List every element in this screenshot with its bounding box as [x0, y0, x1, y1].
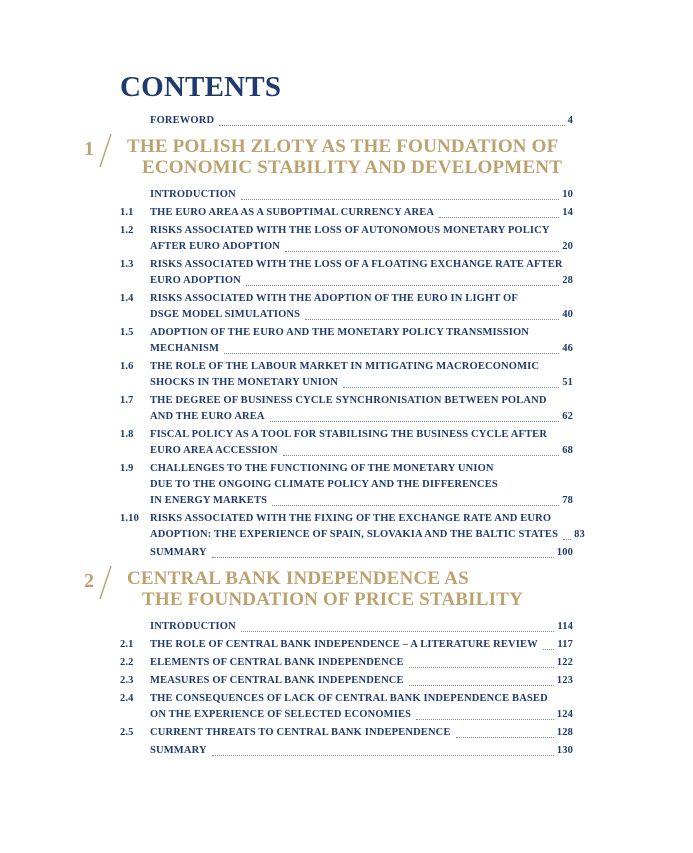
section-title-line: CENTRAL BANK INDEPENDENCE AS [127, 568, 469, 589]
section-heading [84, 136, 573, 178]
entry-title-line: CURRENT THREATS TO CENTRAL BANK INDEPENDENCE [150, 727, 451, 738]
toc-entry[interactable] [120, 619, 573, 635]
entry-title-line: ADOPTION OF THE EURO AND THE MONETARY POLICY TRANSMISSION [150, 327, 530, 338]
toc-entry[interactable] [120, 691, 573, 723]
entry-body [150, 257, 573, 289]
entry-body [150, 113, 573, 129]
dot-leader [224, 353, 559, 354]
entry-last-line [150, 341, 573, 357]
entry-last-line [150, 375, 573, 391]
entry-title-line: DUE TO THE ONGOING CLIMATE POLICY AND THE DIFFERENCES [150, 479, 498, 490]
entry-last-line [150, 707, 573, 723]
entry-number: 2.2 [120, 657, 134, 668]
entry-page-number: 130 [556, 745, 573, 756]
entry-page-number: 28 [562, 275, 573, 286]
entry-body [150, 291, 573, 323]
toc-entry[interactable] [120, 257, 573, 289]
entry-body [150, 691, 573, 723]
entry-page-number: 122 [556, 657, 573, 668]
entry-last-line [150, 205, 573, 221]
entry-title-line: FISCAL POLICY AS A TOOL FOR STABILISING THE BUSINESS CYCLE AFTER [150, 429, 548, 440]
entry-number: 1.5 [120, 327, 134, 338]
entry-number [120, 187, 150, 203]
table-of-contents [84, 113, 585, 759]
entry-title-line: ADOPTION: THE EXPERIENCE OF SPAIN, SLOVAKIA AND THE BALTIC STATES [150, 529, 559, 540]
dot-leader [219, 125, 564, 126]
entry-page-number: 123 [556, 675, 573, 686]
entry-title-line: THE ROLE OF THE LABOUR MARKET IN MITIGATING MACROECONOMIC [150, 361, 540, 372]
dot-leader [439, 217, 559, 218]
entry-body [150, 511, 585, 543]
toc-entry[interactable] [120, 359, 573, 391]
entry-last-line [150, 545, 573, 561]
section-number-digit: 1 [84, 138, 95, 160]
entry-last-line [150, 725, 573, 741]
entry-page-number: 78 [562, 495, 573, 506]
dot-leader [543, 649, 555, 650]
entry-title-line: ELEMENTS OF CENTRAL BANK INDEPENDENCE [150, 657, 404, 668]
entry-number [120, 743, 150, 759]
entry-title-line: DSGE MODEL SIMULATIONS [150, 309, 301, 320]
entry-last-line [150, 113, 573, 129]
entry-number: 1.6 [120, 361, 134, 372]
dot-leader [456, 737, 554, 738]
toc-entry[interactable] [120, 655, 573, 671]
entry-number: 1.3 [120, 259, 134, 270]
entry-title-line: RISKS ASSOCIATED WITH THE LOSS OF A FLOATING EXCHANGE RATE AFTER [150, 259, 563, 270]
dot-leader [563, 539, 571, 540]
section-entry-list [120, 187, 585, 561]
section-slash-mark [98, 133, 114, 174]
toc-entry[interactable] [120, 725, 573, 741]
entry-number: 1.2 [120, 225, 134, 236]
section-entry-list [120, 619, 573, 759]
toc-entry[interactable] [120, 113, 573, 129]
entry-last-line [150, 637, 573, 653]
section-heading [84, 568, 573, 610]
entry-page-number: 68 [562, 445, 573, 456]
toc-entry[interactable] [120, 291, 573, 323]
entry-last-line [150, 673, 573, 689]
entry-number: 1.9 [120, 463, 134, 474]
entry-page-number: 83 [574, 529, 585, 540]
entry-number: 1.10 [120, 513, 139, 524]
dot-leader [246, 285, 559, 286]
entry-number [120, 113, 150, 129]
entry-title-line: THE CONSEQUENCES OF LACK OF CENTRAL BANK INDEPENDENCE BASED [150, 693, 548, 704]
entry-body [150, 619, 573, 635]
dot-leader [283, 455, 559, 456]
entry-title-line: EURO ADOPTION [150, 275, 241, 286]
entry-page-number: 100 [556, 547, 573, 558]
toc-section-2 [84, 568, 573, 759]
entry-last-line [150, 527, 585, 543]
entry-number [120, 545, 150, 561]
entry-body [150, 725, 573, 741]
entry-title-line: INTRODUCTION [150, 621, 236, 632]
section-slash-mark [98, 565, 114, 606]
entry-page-number: 14 [562, 207, 573, 218]
toc-entry[interactable] [120, 743, 573, 759]
entry-last-line [150, 619, 573, 635]
entry-title-line: SUMMARY [150, 745, 207, 756]
entry-title-line: MEASURES OF CENTRAL BANK INDEPENDENCE [150, 675, 404, 686]
toc-entry[interactable] [120, 325, 573, 357]
entry-number: 2.4 [120, 693, 134, 704]
entry-last-line [150, 409, 573, 425]
entry-title-line: SUMMARY [150, 547, 207, 558]
entry-title-line: RISKS ASSOCIATED WITH THE FIXING OF THE EXCHANGE RATE AND EURO [150, 513, 552, 524]
entry-title-line: THE DEGREE OF BUSINESS CYCLE SYNCHRONISATION BETWEEN POLAND [150, 395, 547, 406]
entry-title-line: ON THE EXPERIENCE OF SELECTED ECONOMIES [150, 709, 412, 720]
dot-leader [409, 667, 554, 668]
entry-number: 1.1 [120, 207, 134, 218]
toc-entry[interactable] [120, 637, 573, 653]
dot-leader [285, 251, 559, 252]
entry-title-line: SHOCKS IN THE MONETARY UNION [150, 377, 338, 388]
entry-page-number: 51 [562, 377, 573, 388]
entry-number [120, 619, 150, 635]
entry-body [150, 461, 573, 509]
entry-title-line: CHALLENGES TO THE FUNCTIONING OF THE MONETARY UNION [150, 463, 494, 474]
section-number [84, 565, 118, 601]
toc-entry[interactable] [120, 511, 585, 543]
entry-title-line: AND THE EURO AREA [150, 411, 265, 422]
entry-last-line [150, 239, 573, 255]
entry-body [150, 359, 573, 391]
entry-number: 2.1 [120, 639, 134, 650]
dot-leader [241, 199, 559, 200]
dot-leader [270, 421, 560, 422]
entry-page-number: 62 [562, 411, 573, 422]
entry-page-number: 10 [562, 189, 573, 200]
dot-leader [212, 557, 554, 558]
entry-last-line [150, 273, 573, 289]
entry-body [150, 637, 573, 653]
entry-body [150, 325, 573, 357]
entry-number: 1.8 [120, 429, 134, 440]
entry-title-line: THE ROLE OF CENTRAL BANK INDEPENDENCE – A LITERATURE REVIEW [150, 639, 538, 650]
section-title-line: THE POLISH ZLOTY AS THE FOUNDATION OF [127, 136, 559, 157]
toc-section-1 [84, 136, 585, 561]
entry-page-number: 128 [556, 727, 573, 738]
entry-number: 2.5 [120, 727, 134, 738]
entry-body [150, 743, 573, 759]
toc-entry[interactable] [120, 393, 573, 425]
entry-body [150, 187, 573, 203]
section-number [84, 133, 118, 169]
dot-leader [212, 755, 554, 756]
toc-entry[interactable] [120, 673, 573, 689]
entry-number: 1.7 [120, 395, 134, 406]
dot-leader [241, 631, 555, 632]
entry-body [150, 673, 573, 689]
entry-title-line: AFTER EURO ADOPTION [150, 241, 281, 252]
entry-body [150, 205, 573, 221]
entry-body [150, 427, 573, 459]
section-title-line: THE FOUNDATION OF PRICE STABILITY [142, 589, 524, 610]
entry-last-line [150, 655, 573, 671]
dot-leader [272, 505, 559, 506]
toc-entry[interactable] [120, 461, 573, 509]
section-number-digit: 2 [84, 570, 95, 592]
entry-page-number: 20 [562, 241, 573, 252]
entry-body [150, 393, 573, 425]
entry-title-line: INTRODUCTION [150, 189, 236, 200]
entry-title-line: THE EURO AREA AS A SUBOPTIMAL CURRENCY AREA [150, 207, 435, 218]
entry-number: 2.3 [120, 675, 134, 686]
entry-last-line [150, 307, 573, 323]
toc-entry[interactable] [120, 205, 573, 221]
entry-page-number: 4 [567, 115, 573, 126]
entry-title-line: IN ENERGY MARKETS [150, 495, 268, 506]
entry-page-number: 40 [562, 309, 573, 320]
entry-page-number: 46 [562, 343, 573, 354]
entry-title-line: FOREWORD [150, 115, 215, 126]
page-title: CONTENTS [120, 71, 282, 103]
entry-last-line [150, 443, 573, 459]
entry-title-line: EURO AREA ACCESSION [150, 445, 278, 456]
dot-leader [343, 387, 559, 388]
entry-body [150, 655, 573, 671]
entry-body [150, 223, 573, 255]
entry-body [150, 545, 573, 561]
entry-title-line: MECHANISM [150, 343, 220, 354]
section-title-line: ECONOMIC STABILITY AND DEVELOPMENT [142, 157, 563, 178]
entry-title-line: RISKS ASSOCIATED WITH THE LOSS OF AUTONOMOUS MONETARY POLICY [150, 225, 550, 236]
toc-content [84, 71, 585, 761]
toc-entry[interactable] [120, 223, 573, 255]
entry-last-line [150, 743, 573, 759]
toc-entry[interactable] [120, 427, 573, 459]
toc-entry[interactable] [120, 187, 573, 203]
entry-number: 1.4 [120, 293, 134, 304]
entry-title-line: RISKS ASSOCIATED WITH THE ADOPTION OF THE EURO IN LIGHT OF [150, 293, 518, 304]
dot-leader [416, 719, 554, 720]
entry-page-number: 114 [557, 621, 573, 632]
entry-page-number: 117 [557, 639, 573, 650]
dot-leader [305, 319, 559, 320]
dot-leader [409, 685, 554, 686]
entry-last-line [150, 493, 573, 509]
entry-last-line [150, 187, 573, 203]
entry-page-number: 124 [556, 709, 573, 720]
toc-entry[interactable] [120, 545, 573, 561]
